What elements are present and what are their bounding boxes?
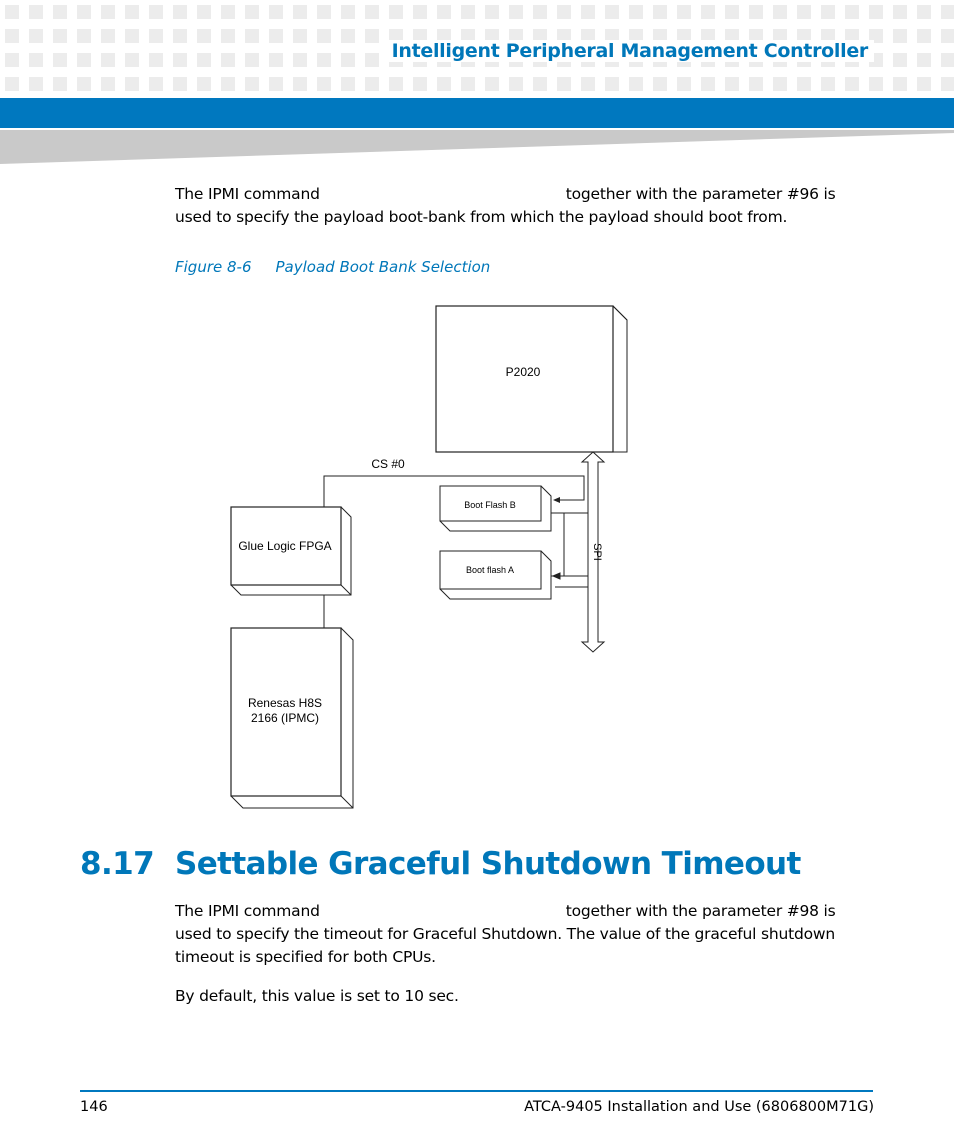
pattern-square [749, 77, 763, 91]
pattern-square [869, 5, 883, 19]
spi-label: SPI [591, 543, 603, 561]
pattern-square [941, 53, 954, 67]
pattern-square [149, 77, 163, 91]
pattern-square [725, 5, 739, 19]
pattern-square [629, 5, 643, 19]
pattern-square [221, 53, 235, 67]
pattern-square [317, 77, 331, 91]
pattern-square [341, 29, 355, 43]
intro-prefix: The IPMI command [175, 185, 320, 203]
pattern-square [125, 5, 139, 19]
pattern-square [773, 77, 787, 91]
pattern-square [29, 53, 43, 67]
pattern-square [893, 29, 907, 43]
pattern-square [677, 5, 691, 19]
pattern-square [893, 5, 907, 19]
pattern-square [749, 5, 763, 19]
pattern-square [101, 5, 115, 19]
pattern-square [173, 29, 187, 43]
pattern-square [485, 5, 499, 19]
pattern-square [269, 29, 283, 43]
pattern-square [29, 29, 43, 43]
pattern-square [173, 53, 187, 67]
pattern-square [293, 77, 307, 91]
cs0-label: CS #0 [371, 457, 405, 471]
pattern-square [269, 5, 283, 19]
document-title: ATCA-9405 Installation and Use (6806800M71G) [524, 1099, 874, 1115]
pattern-square [53, 29, 67, 43]
pattern-square [797, 77, 811, 91]
pattern-square [149, 29, 163, 43]
pattern-square [53, 5, 67, 19]
renesas-label-line2: 2166 (IPMC) [250, 711, 320, 725]
pattern-square [293, 29, 307, 43]
pattern-square [533, 5, 547, 19]
pattern-square [293, 5, 307, 19]
pattern-square [173, 5, 187, 19]
pattern-square [53, 77, 67, 91]
pattern-square [605, 77, 619, 91]
boot-bank-diagram [200, 300, 640, 820]
pattern-square [365, 77, 379, 91]
pattern-square [101, 53, 115, 67]
pattern-square [317, 53, 331, 67]
pattern-square [917, 29, 931, 43]
pattern-square [845, 5, 859, 19]
pattern-square [29, 5, 43, 19]
pattern-square [917, 5, 931, 19]
pattern-square [269, 53, 283, 67]
pattern-square [389, 5, 403, 19]
pattern-square [197, 5, 211, 19]
pattern-square [77, 53, 91, 67]
pattern-square [221, 5, 235, 19]
boot-flash-b-label: Boot Flash B [464, 500, 516, 510]
pattern-square [77, 5, 91, 19]
pattern-square [125, 77, 139, 91]
pattern-square [365, 53, 379, 67]
pattern-square [941, 29, 954, 43]
pattern-square [125, 29, 139, 43]
pattern-square [197, 53, 211, 67]
pattern-square [413, 5, 427, 19]
figure-title: Payload Boot Bank Selection [275, 258, 491, 276]
boot-flash-a-block [440, 551, 551, 599]
pattern-square [773, 5, 787, 19]
pattern-square [605, 5, 619, 19]
pattern-square [341, 53, 355, 67]
pattern-square [101, 77, 115, 91]
pattern-square [509, 77, 523, 91]
pattern-square [77, 29, 91, 43]
pattern-square [293, 53, 307, 67]
pattern-square [365, 29, 379, 43]
pattern-square [461, 5, 475, 19]
glue-logic-label: Glue Logic FPGA [238, 539, 332, 553]
pattern-square [653, 77, 667, 91]
glue-logic-fpga-block [231, 507, 351, 595]
pattern-square [5, 53, 19, 67]
page-number: 146 [80, 1099, 108, 1115]
pattern-square [317, 5, 331, 19]
pattern-square [893, 53, 907, 67]
pattern-square [149, 5, 163, 19]
pattern-square [461, 77, 475, 91]
pattern-square [413, 77, 427, 91]
pattern-square [797, 5, 811, 19]
pattern-square [341, 5, 355, 19]
pattern-square [557, 5, 571, 19]
intro-paragraph [175, 183, 875, 229]
pattern-square [5, 29, 19, 43]
pattern-square [341, 77, 355, 91]
pattern-square [101, 29, 115, 43]
section-paragraph-2: By default, this value is set to 10 sec. [175, 987, 459, 1005]
section-para1-suffix: together with the parameter #98 is used to specify the timeout for Graceful Shutdown. The value of the graceful shutdown timeout is specified for both CPUs. [175, 902, 836, 966]
pattern-square [581, 5, 595, 19]
pattern-square [53, 53, 67, 67]
pattern-square [125, 53, 139, 67]
pattern-square [509, 5, 523, 19]
section-title: Settable Graceful Shutdown Timeout [175, 846, 801, 882]
pattern-square [173, 77, 187, 91]
pattern-square [893, 77, 907, 91]
figure-number: Figure 8-6 [175, 258, 252, 276]
p2020-block [436, 306, 627, 452]
pattern-square [677, 77, 691, 91]
section-para1-prefix: The IPMI command [175, 902, 320, 920]
pattern-square [5, 5, 19, 19]
pattern-square [701, 77, 715, 91]
pattern-square [245, 29, 259, 43]
header-blue-bar [0, 98, 954, 128]
pattern-square [821, 77, 835, 91]
spi-bus [582, 452, 604, 652]
section-paragraph-1 [175, 900, 875, 969]
pattern-square [5, 77, 19, 91]
section-number: 8.17 [80, 846, 155, 882]
boot-flash-a-label: Boot flash A [465, 565, 515, 575]
pattern-square [941, 77, 954, 91]
pattern-square [389, 77, 403, 91]
footer-rule [80, 1090, 873, 1092]
pattern-square [269, 77, 283, 91]
pattern-square [437, 5, 451, 19]
pattern-square [197, 77, 211, 91]
pattern-square [725, 77, 739, 91]
pattern-square [533, 77, 547, 91]
pattern-square [149, 53, 163, 67]
spi-connections [551, 513, 588, 587]
pattern-square [629, 77, 643, 91]
pattern-square [941, 5, 954, 19]
pattern-square [77, 77, 91, 91]
renesas-ipmc-block [231, 628, 353, 808]
renesas-label-line1: Renesas H8S [247, 696, 323, 710]
pattern-square [245, 5, 259, 19]
running-header-title: Intelligent Peripheral Management Controller [382, 40, 874, 62]
pattern-square [485, 77, 499, 91]
pattern-square [245, 77, 259, 91]
pattern-square [869, 77, 883, 91]
figure-caption [175, 258, 490, 276]
pattern-square [197, 29, 211, 43]
pattern-square [365, 5, 379, 19]
pattern-square [245, 53, 259, 67]
pattern-square [221, 29, 235, 43]
boot-flash-b-block [440, 486, 551, 531]
header-gray-wedge [0, 130, 954, 164]
pattern-square [701, 5, 715, 19]
pattern-square [557, 77, 571, 91]
pattern-square [917, 53, 931, 67]
pattern-square [581, 77, 595, 91]
pattern-square [29, 77, 43, 91]
pattern-square [821, 5, 835, 19]
pattern-square [917, 77, 931, 91]
intro-suffix: together with the parameter #96 is used to specify the payload boot-bank from which the payload should boot from. [175, 185, 836, 226]
pattern-square [221, 77, 235, 91]
p2020-label: P2020 [505, 365, 541, 379]
pattern-square [845, 77, 859, 91]
pattern-square [653, 5, 667, 19]
section-heading [80, 846, 801, 882]
pattern-square [317, 29, 331, 43]
pattern-square [437, 77, 451, 91]
